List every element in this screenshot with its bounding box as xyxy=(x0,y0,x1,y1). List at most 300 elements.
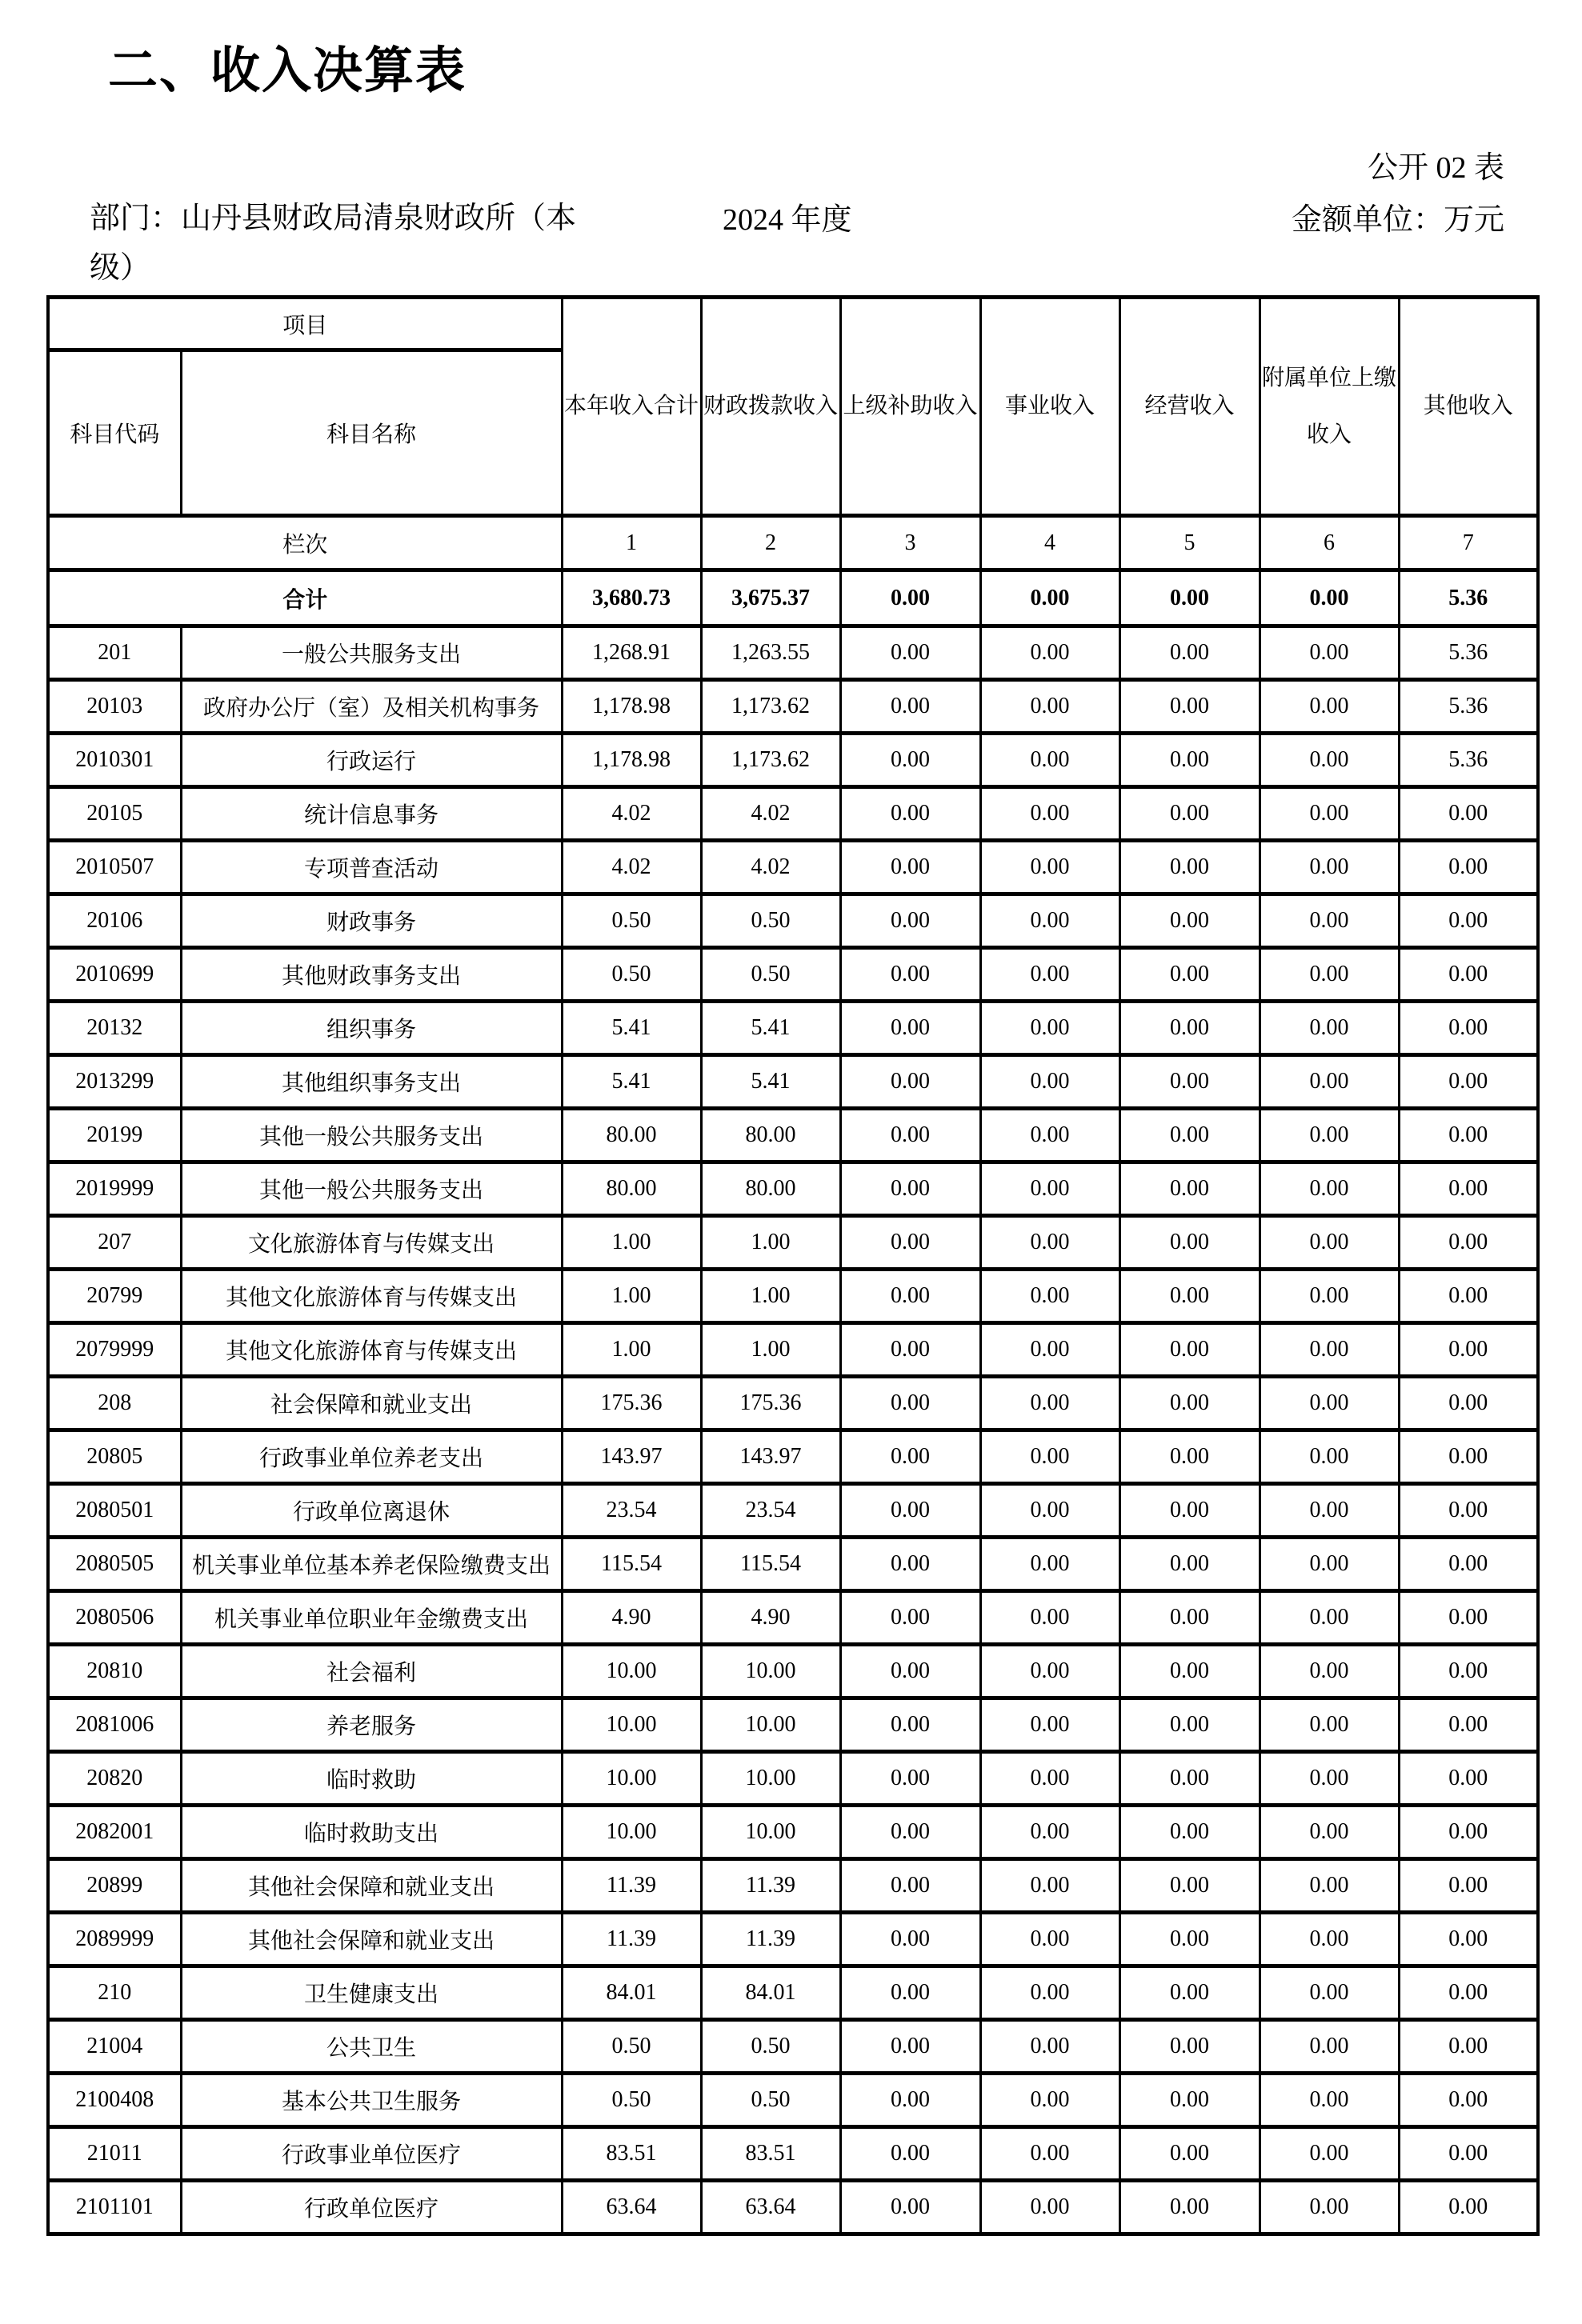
amount-cell: 0.00 xyxy=(1119,1806,1260,1859)
amount-cell: 0.00 xyxy=(1119,1323,1260,1377)
amount-cell: 1,173.62 xyxy=(701,680,840,734)
amount-cell: 0.00 xyxy=(1119,680,1260,734)
amount-cell: 0.00 xyxy=(1260,1430,1399,1484)
amount-cell: 0.00 xyxy=(1260,1806,1399,1859)
amount-cell: 1.00 xyxy=(701,1270,840,1323)
amount-cell: 1,178.98 xyxy=(562,680,701,734)
amount-cell: 11.39 xyxy=(701,1859,840,1913)
column-header-other-income: 其他收入 xyxy=(1399,298,1538,516)
amount-cell: 0.00 xyxy=(1260,1109,1399,1162)
amount-cell: 0.00 xyxy=(980,1055,1119,1109)
amount-cell: 175.36 xyxy=(562,1377,701,1430)
subject-name-cell: 其他社会保障和就业支出 xyxy=(181,1913,562,1966)
amount-cell: 0.00 xyxy=(1119,2074,1260,2127)
subject-name-cell: 政府办公厅（室）及相关机构事务 xyxy=(181,680,562,734)
amount-cell: 0.00 xyxy=(980,2181,1119,2234)
amount-cell: 0.00 xyxy=(1260,1055,1399,1109)
subject-name-cell: 行政事业单位养老支出 xyxy=(181,1430,562,1484)
amount-cell: 0.00 xyxy=(1399,1591,1538,1645)
amount-cell: 0.00 xyxy=(840,1859,980,1913)
subject-code-cell: 2082001 xyxy=(48,1806,181,1859)
amount-cell: 115.54 xyxy=(701,1538,840,1591)
total-value-cell: 0.00 xyxy=(1260,570,1399,626)
amount-cell: 0.00 xyxy=(1399,1484,1538,1538)
amount-cell: 84.01 xyxy=(701,1966,840,2020)
table-row xyxy=(48,2020,1538,2074)
amount-cell: 1,263.55 xyxy=(701,626,840,680)
table-row xyxy=(48,626,1538,680)
amount-cell: 0.00 xyxy=(1260,680,1399,734)
amount-cell: 63.64 xyxy=(701,2181,840,2234)
amount-cell: 0.00 xyxy=(980,1270,1119,1323)
amount-cell: 0.00 xyxy=(1119,841,1260,894)
amount-cell: 0.00 xyxy=(1119,1859,1260,1913)
amount-cell: 0.00 xyxy=(1399,1377,1538,1430)
column-header-superior-subsidy: 上级补助收入 xyxy=(840,298,980,516)
amount-cell: 0.00 xyxy=(840,1216,980,1270)
amount-cell: 0.00 xyxy=(1119,787,1260,841)
amount-cell: 0.00 xyxy=(840,1698,980,1752)
amount-cell: 0.00 xyxy=(980,1913,1119,1966)
total-value-cell: 3,680.73 xyxy=(562,570,701,626)
amount-cell: 0.00 xyxy=(1260,1698,1399,1752)
amount-cell: 0.00 xyxy=(1399,1645,1538,1698)
amount-cell: 0.00 xyxy=(1399,1109,1538,1162)
amount-cell: 0.00 xyxy=(1260,1484,1399,1538)
amount-cell: 0.00 xyxy=(980,680,1119,734)
amount-cell: 0.00 xyxy=(1399,1966,1538,2020)
amount-cell: 0.00 xyxy=(840,734,980,787)
amount-cell: 0.00 xyxy=(1119,1484,1260,1538)
subject-code-cell: 21004 xyxy=(48,2020,181,2074)
amount-cell: 1.00 xyxy=(562,1323,701,1377)
amount-cell: 0.00 xyxy=(980,626,1119,680)
subject-code-cell: 20820 xyxy=(48,1752,181,1806)
amount-cell: 0.00 xyxy=(1119,1913,1260,1966)
subject-name-cell: 卫生健康支出 xyxy=(181,1966,562,2020)
subject-name-cell: 其他一般公共服务支出 xyxy=(181,1109,562,1162)
amount-cell: 1.00 xyxy=(701,1216,840,1270)
amount-cell: 0.00 xyxy=(840,2020,980,2074)
amount-cell: 0.00 xyxy=(1399,2074,1538,2127)
subject-code-cell: 20899 xyxy=(48,1859,181,1913)
column-header-operational-income: 事业收入 xyxy=(980,298,1119,516)
subject-code-cell: 20132 xyxy=(48,1002,181,1055)
table-row xyxy=(48,734,1538,787)
total-row xyxy=(48,570,1538,626)
column-index-cell: 1 xyxy=(562,516,701,570)
amount-cell: 10.00 xyxy=(701,1806,840,1859)
amount-cell: 0.00 xyxy=(980,1806,1119,1859)
amount-cell: 1,268.91 xyxy=(562,626,701,680)
subject-code-cell: 2080506 xyxy=(48,1591,181,1645)
page-title: 二、收入决算表 xyxy=(108,43,467,98)
table-row xyxy=(48,1109,1538,1162)
amount-cell: 0.00 xyxy=(980,1752,1119,1806)
amount-cell: 0.00 xyxy=(1399,2181,1538,2234)
subject-name-cell: 行政运行 xyxy=(181,734,562,787)
amount-cell: 11.39 xyxy=(701,1913,840,1966)
amount-cell: 0.00 xyxy=(840,2074,980,2127)
amount-cell: 0.00 xyxy=(1260,2020,1399,2074)
amount-cell: 0.00 xyxy=(1399,1859,1538,1913)
column-header-fiscal-appropriation: 财政拨款收入 xyxy=(701,298,840,516)
amount-cell: 0.00 xyxy=(1399,1698,1538,1752)
amount-cell: 0.00 xyxy=(1119,1377,1260,1430)
column-index-cell: 7 xyxy=(1399,516,1538,570)
amount-cell: 0.00 xyxy=(1260,787,1399,841)
amount-cell: 5.41 xyxy=(562,1002,701,1055)
amount-cell: 11.39 xyxy=(562,1913,701,1966)
amount-cell: 0.00 xyxy=(1260,1538,1399,1591)
amount-cell: 5.41 xyxy=(701,1055,840,1109)
column-index-cell: 5 xyxy=(1119,516,1260,570)
amount-cell: 0.50 xyxy=(562,2020,701,2074)
total-value-cell: 0.00 xyxy=(980,570,1119,626)
amount-cell: 0.00 xyxy=(980,1323,1119,1377)
table-row xyxy=(48,841,1538,894)
table-row xyxy=(48,1698,1538,1752)
amount-cell: 0.00 xyxy=(1260,1270,1399,1323)
amount-cell: 143.97 xyxy=(701,1430,840,1484)
subject-code-cell: 2100408 xyxy=(48,2074,181,2127)
amount-cell: 0.00 xyxy=(1119,1752,1260,1806)
amount-cell: 0.00 xyxy=(840,1430,980,1484)
table-row xyxy=(48,1002,1538,1055)
amount-cell: 0.00 xyxy=(840,680,980,734)
amount-cell: 5.36 xyxy=(1399,734,1538,787)
subject-code-cell: 2010301 xyxy=(48,734,181,787)
amount-cell: 0.00 xyxy=(840,1323,980,1377)
subject-name-cell: 机关事业单位职业年金缴费支出 xyxy=(181,1591,562,1645)
amount-cell: 4.02 xyxy=(701,841,840,894)
total-value-cell: 0.00 xyxy=(840,570,980,626)
column-header-business-income: 经营收入 xyxy=(1119,298,1260,516)
table-row xyxy=(48,1162,1538,1216)
table-row xyxy=(48,1216,1538,1270)
subject-name-cell: 统计信息事务 xyxy=(181,787,562,841)
amount-cell: 0.00 xyxy=(1119,1698,1260,1752)
amount-cell: 0.50 xyxy=(701,2020,840,2074)
amount-cell: 0.00 xyxy=(980,734,1119,787)
subject-code-cell: 2019999 xyxy=(48,1162,181,1216)
table-row xyxy=(48,1270,1538,1323)
subject-name-cell: 财政事务 xyxy=(181,894,562,948)
amount-cell: 0.00 xyxy=(980,948,1119,1002)
amount-cell: 0.00 xyxy=(980,1109,1119,1162)
table-row xyxy=(48,787,1538,841)
amount-cell: 0.50 xyxy=(701,948,840,1002)
amount-cell: 0.00 xyxy=(1399,2127,1538,2181)
amount-cell: 0.00 xyxy=(980,841,1119,894)
subject-code-cell: 20105 xyxy=(48,787,181,841)
amount-cell: 0.00 xyxy=(980,1966,1119,2020)
subject-code-cell: 20199 xyxy=(48,1109,181,1162)
amount-cell: 0.00 xyxy=(1119,1966,1260,2020)
subject-code-cell: 207 xyxy=(48,1216,181,1270)
total-label-cell: 合计 xyxy=(48,570,562,626)
subject-code-cell: 20106 xyxy=(48,894,181,948)
amount-cell: 1.00 xyxy=(701,1323,840,1377)
amount-cell: 0.00 xyxy=(980,1645,1119,1698)
amount-cell: 1,178.98 xyxy=(562,734,701,787)
subject-name-cell: 其他财政事务支出 xyxy=(181,948,562,1002)
amount-cell: 0.00 xyxy=(1399,1806,1538,1859)
subject-code-cell: 2010507 xyxy=(48,841,181,894)
amount-cell: 83.51 xyxy=(562,2127,701,2181)
subject-name-cell: 其他一般公共服务支出 xyxy=(181,1162,562,1216)
subject-name-cell: 其他文化旅游体育与传媒支出 xyxy=(181,1323,562,1377)
amount-cell: 1.00 xyxy=(562,1270,701,1323)
amount-cell: 0.00 xyxy=(840,1645,980,1698)
amount-cell: 0.00 xyxy=(1260,2127,1399,2181)
subject-name-cell: 专项普查活动 xyxy=(181,841,562,894)
table-row xyxy=(48,1859,1538,1913)
project-header-row xyxy=(48,298,1538,350)
amount-cell: 0.00 xyxy=(1119,2127,1260,2181)
amount-cell: 0.00 xyxy=(840,1484,980,1538)
amount-cell: 0.00 xyxy=(980,1216,1119,1270)
table-row xyxy=(48,1055,1538,1109)
amount-cell: 0.00 xyxy=(1119,1216,1260,1270)
subject-name-cell: 其他社会保障和就业支出 xyxy=(181,1859,562,1913)
amount-cell: 0.00 xyxy=(840,1002,980,1055)
amount-cell: 10.00 xyxy=(562,1752,701,1806)
amount-cell: 0.00 xyxy=(840,1109,980,1162)
amount-cell: 0.00 xyxy=(1119,1430,1260,1484)
subject-name-cell: 机关事业单位基本养老保险缴费支出 xyxy=(181,1538,562,1591)
amount-cell: 0.00 xyxy=(840,1270,980,1323)
amount-cell: 5.36 xyxy=(1399,680,1538,734)
amount-cell: 83.51 xyxy=(701,2127,840,2181)
table-row xyxy=(48,1538,1538,1591)
amount-cell: 0.00 xyxy=(1260,1323,1399,1377)
subject-code-header-cell: 科目代码 xyxy=(48,350,181,516)
amount-cell: 0.00 xyxy=(980,1430,1119,1484)
amount-cell: 0.00 xyxy=(1260,1162,1399,1216)
subject-code-cell: 210 xyxy=(48,1966,181,2020)
revenue-table-container xyxy=(46,295,1540,2236)
column-header-subordinate-remittance: 附属单位上缴收入 xyxy=(1260,298,1399,516)
table-row xyxy=(48,1484,1538,1538)
subject-name-cell: 其他文化旅游体育与传媒支出 xyxy=(181,1270,562,1323)
amount-cell: 10.00 xyxy=(701,1752,840,1806)
subject-name-cell: 临时救助 xyxy=(181,1752,562,1806)
subject-code-cell: 20103 xyxy=(48,680,181,734)
amount-cell: 0.00 xyxy=(1399,1538,1538,1591)
amount-cell: 0.00 xyxy=(1260,948,1399,1002)
amount-cell: 80.00 xyxy=(701,1109,840,1162)
subject-code-cell: 20799 xyxy=(48,1270,181,1323)
amount-cell: 63.64 xyxy=(562,2181,701,2234)
amount-cell: 0.00 xyxy=(1119,1645,1260,1698)
amount-cell: 0.00 xyxy=(840,1913,980,1966)
amount-cell: 0.50 xyxy=(562,894,701,948)
column-index-row xyxy=(48,516,1538,570)
amount-cell: 5.41 xyxy=(701,1002,840,1055)
amount-cell: 0.00 xyxy=(1399,1913,1538,1966)
amount-cell: 5.36 xyxy=(1399,626,1538,680)
amount-cell: 80.00 xyxy=(562,1162,701,1216)
amount-cell: 0.00 xyxy=(1260,2074,1399,2127)
amount-cell: 10.00 xyxy=(562,1645,701,1698)
subject-name-cell: 基本公共卫生服务 xyxy=(181,2074,562,2127)
amount-cell: 0.00 xyxy=(980,787,1119,841)
subject-code-cell: 2081006 xyxy=(48,1698,181,1752)
amount-cell: 4.02 xyxy=(562,787,701,841)
revenue-table xyxy=(46,295,1540,2236)
fiscal-year-label: 2024 年度 xyxy=(723,203,852,237)
amount-cell: 0.00 xyxy=(840,2181,980,2234)
table-body xyxy=(48,626,1538,2234)
amount-cell: 0.00 xyxy=(840,787,980,841)
amount-cell: 0.00 xyxy=(1399,894,1538,948)
total-value-cell: 5.36 xyxy=(1399,570,1538,626)
subject-name-cell: 组织事务 xyxy=(181,1002,562,1055)
table-row xyxy=(48,1645,1538,1698)
amount-cell: 0.00 xyxy=(980,1002,1119,1055)
amount-cell: 23.54 xyxy=(562,1484,701,1538)
amount-cell: 0.00 xyxy=(840,948,980,1002)
amount-cell: 0.00 xyxy=(1119,1002,1260,1055)
amount-cell: 0.00 xyxy=(1119,734,1260,787)
amount-cell: 0.50 xyxy=(562,2074,701,2127)
column-index-cell: 2 xyxy=(701,516,840,570)
amount-cell: 0.00 xyxy=(980,1162,1119,1216)
amount-cell: 0.00 xyxy=(840,841,980,894)
amount-cell: 0.00 xyxy=(1260,1377,1399,1430)
amount-cell: 0.00 xyxy=(840,1752,980,1806)
amount-cell: 1.00 xyxy=(562,1216,701,1270)
amount-cell: 11.39 xyxy=(562,1859,701,1913)
amount-cell: 0.00 xyxy=(980,2127,1119,2181)
amount-cell: 0.00 xyxy=(980,1859,1119,1913)
amount-cell: 0.00 xyxy=(840,626,980,680)
table-row xyxy=(48,948,1538,1002)
amount-cell: 0.00 xyxy=(1260,1752,1399,1806)
amount-cell: 0.00 xyxy=(1260,841,1399,894)
table-row xyxy=(48,1966,1538,2020)
amount-cell: 0.00 xyxy=(1119,894,1260,948)
table-row xyxy=(48,894,1538,948)
amount-cell: 4.02 xyxy=(701,787,840,841)
amount-cell: 0.50 xyxy=(562,948,701,1002)
amount-cell: 10.00 xyxy=(701,1645,840,1698)
amount-cell: 0.00 xyxy=(980,1538,1119,1591)
table-row xyxy=(48,2074,1538,2127)
amount-cell: 0.00 xyxy=(1399,1430,1538,1484)
amount-cell: 0.00 xyxy=(840,2127,980,2181)
table-row xyxy=(48,2181,1538,2234)
amount-cell: 0.00 xyxy=(1260,1591,1399,1645)
amount-cell: 0.00 xyxy=(1119,2020,1260,2074)
amount-cell: 0.00 xyxy=(840,1966,980,2020)
amount-cell: 4.90 xyxy=(562,1591,701,1645)
amount-cell: 0.00 xyxy=(1260,1002,1399,1055)
subject-code-cell: 20805 xyxy=(48,1430,181,1484)
project-header-cell: 项目 xyxy=(48,298,562,350)
amount-cell: 0.00 xyxy=(1260,2181,1399,2234)
amount-cell: 0.00 xyxy=(1260,1216,1399,1270)
amount-cell: 84.01 xyxy=(562,1966,701,2020)
amount-cell: 0.00 xyxy=(840,1538,980,1591)
amount-cell: 0.00 xyxy=(1399,1055,1538,1109)
amount-cell: 1,173.62 xyxy=(701,734,840,787)
total-value-cell: 3,675.37 xyxy=(701,570,840,626)
amount-cell: 80.00 xyxy=(562,1109,701,1162)
amount-cell: 0.00 xyxy=(1260,1859,1399,1913)
subject-code-cell: 2079999 xyxy=(48,1323,181,1377)
sheet-number-label: 公开 02 表 xyxy=(1367,151,1504,185)
amount-cell: 0.00 xyxy=(1399,787,1538,841)
subject-code-cell: 2101101 xyxy=(48,2181,181,2234)
subject-name-cell: 养老服务 xyxy=(181,1698,562,1752)
amount-cell: 0.00 xyxy=(1260,1645,1399,1698)
department-label: 部门：山丹县财政局清泉财政所（本级） xyxy=(90,202,577,285)
amount-cell: 0.00 xyxy=(840,894,980,948)
amount-cell: 0.00 xyxy=(1399,1162,1538,1216)
subject-name-cell: 行政事业单位医疗 xyxy=(181,2127,562,2181)
amount-cell: 0.00 xyxy=(980,2074,1119,2127)
subject-code-cell: 2080501 xyxy=(48,1484,181,1538)
amount-cell: 0.00 xyxy=(980,1377,1119,1430)
table-row xyxy=(48,1430,1538,1484)
table-row xyxy=(48,680,1538,734)
subject-name-cell: 一般公共服务支出 xyxy=(181,626,562,680)
amount-cell: 0.00 xyxy=(1399,1323,1538,1377)
amount-cell: 0.00 xyxy=(1399,1270,1538,1323)
amount-unit-label: 金额单位：万元 xyxy=(1291,203,1504,237)
amount-cell: 0.00 xyxy=(1119,1538,1260,1591)
table-row xyxy=(48,1913,1538,1966)
amount-cell: 0.00 xyxy=(980,1591,1119,1645)
amount-cell: 0.00 xyxy=(840,1806,980,1859)
subject-name-cell: 社会福利 xyxy=(181,1645,562,1698)
amount-cell: 5.41 xyxy=(562,1055,701,1109)
subject-name-cell: 社会保障和就业支出 xyxy=(181,1377,562,1430)
table-row xyxy=(48,2127,1538,2181)
amount-cell: 0.00 xyxy=(1260,1966,1399,2020)
subject-code-cell: 208 xyxy=(48,1377,181,1430)
amount-cell: 80.00 xyxy=(701,1162,840,1216)
amount-cell: 175.36 xyxy=(701,1377,840,1430)
table-head-section xyxy=(48,298,1538,626)
amount-cell: 4.02 xyxy=(562,841,701,894)
amount-cell: 0.00 xyxy=(1399,841,1538,894)
amount-cell: 23.54 xyxy=(701,1484,840,1538)
subject-code-cell: 2010699 xyxy=(48,948,181,1002)
subject-code-cell: 21011 xyxy=(48,2127,181,2181)
amount-cell: 0.00 xyxy=(1119,948,1260,1002)
column-index-cell: 3 xyxy=(840,516,980,570)
amount-cell: 0.50 xyxy=(701,894,840,948)
subject-name-cell: 临时救助支出 xyxy=(181,1806,562,1859)
amount-cell: 0.00 xyxy=(980,1484,1119,1538)
table-row xyxy=(48,1591,1538,1645)
column-index-label-cell: 栏次 xyxy=(48,516,562,570)
amount-cell: 0.00 xyxy=(1119,1162,1260,1216)
column-index-cell: 6 xyxy=(1260,516,1399,570)
table-row xyxy=(48,1752,1538,1806)
amount-cell: 0.00 xyxy=(980,894,1119,948)
subject-code-cell: 20810 xyxy=(48,1645,181,1698)
subject-name-cell: 行政单位离退休 xyxy=(181,1484,562,1538)
amount-cell: 0.00 xyxy=(1399,2020,1538,2074)
amount-cell: 0.00 xyxy=(840,1377,980,1430)
subject-code-cell: 201 xyxy=(48,626,181,680)
amount-cell: 0.00 xyxy=(1260,734,1399,787)
amount-cell: 10.00 xyxy=(701,1698,840,1752)
